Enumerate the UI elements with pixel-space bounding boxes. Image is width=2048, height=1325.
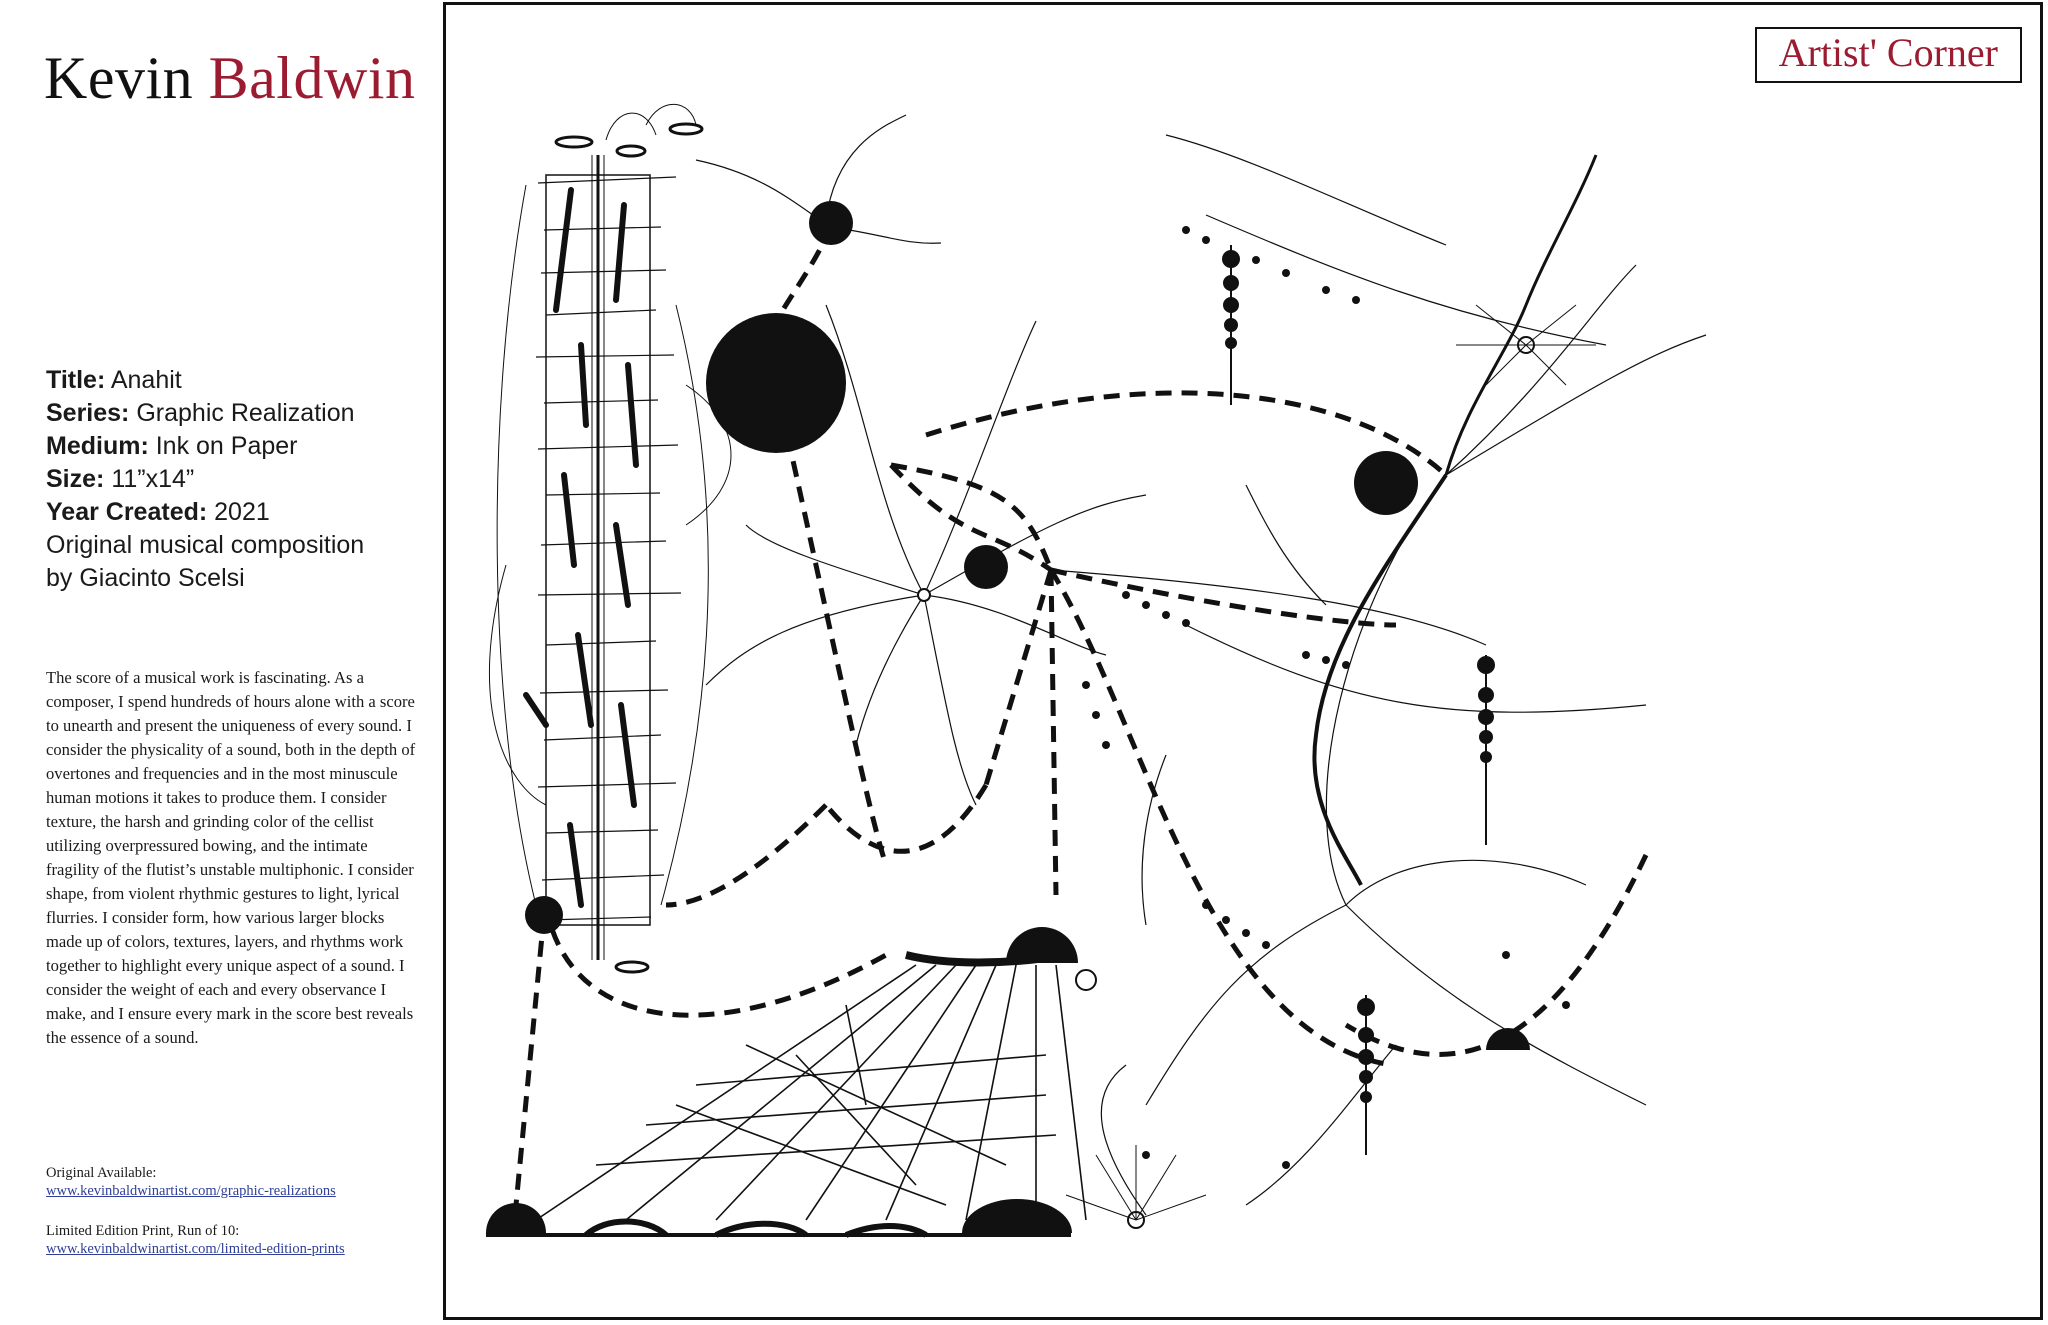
right-spine (1314, 475, 1446, 885)
artwork-frame (443, 2, 2043, 1320)
node-rays (1066, 305, 1596, 1220)
artist-first-name: Kevin (44, 45, 194, 111)
detail-medium: Medium: Ink on Paper (46, 432, 298, 460)
artist-name (44, 45, 416, 111)
dashed-paths (516, 227, 1646, 1205)
original-available-link[interactable]: www.kevinbaldwinartist.com/graphic-realizations (46, 1183, 336, 1199)
original-available-label: Original Available: (46, 1165, 157, 1181)
detail-year: Year Created: 2021 (46, 498, 270, 526)
detail-note-line-1: Original musical composition (46, 531, 365, 559)
fan-beam (536, 955, 1086, 1220)
original-availability (46, 1164, 426, 1200)
artwork-drawing (446, 5, 2040, 1317)
info-sidebar (0, 0, 440, 1325)
print-available-link[interactable]: www.kevinbaldwinartist.com/limited-edition-prints (46, 1241, 345, 1257)
artist-last-name: Baldwin (208, 45, 416, 111)
print-available-label: Limited Edition Print, Run of 10: (46, 1223, 240, 1239)
detail-note-line-2: by Giacinto Scelsi (46, 564, 245, 592)
print-availability (46, 1222, 426, 1258)
small-dots (1082, 226, 1570, 1169)
artist-statement: The score of a musical work is fascinating. As a composer, I spend hundreds of hours alone with a score to unearth and present the uniqueness of every sound. I consider the physicality of a sound, both in the depth of overtones and frequencies and in the most minuscule human motions it takes to produce them. I consider texture, the harsh and grinding color of the cellist utilizing overpressured bowing, and the intimate fragility of the flutist’s unstable multiphonic. I consider shape, from violent rhythmic gestures to light, lyrical flurries. I consider form, how various larger blocks made up of colors, textures, layers, and rhythms work together to highlight every unique aspect of a sound. I consider the weight of each and every observance I make, and I ensure every mark in the score best reveals the essence of a sound. (46, 668, 416, 1047)
detail-title: Title: Anahit (46, 366, 182, 394)
detail-size: Size: 11”x14” (46, 465, 195, 493)
artwork-details (46, 364, 426, 595)
thin-lines (696, 115, 1706, 1215)
hollow-nodes (918, 337, 1534, 1228)
artists-corner-badge: Artist' Corner (1755, 27, 2022, 83)
note-clusters (1223, 245, 1494, 1155)
tower-structure (489, 104, 731, 972)
detail-series: Series: Graphic Realization (46, 399, 355, 427)
